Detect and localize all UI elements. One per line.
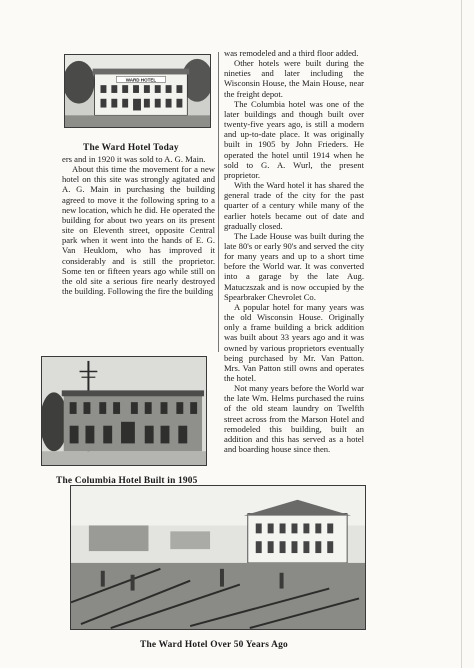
caption-columbia-hotel: The Columbia Hotel Built in 1905 (56, 476, 198, 486)
right-paragraph: The Lade House was built during the late 80's or early 90's and served the city for many years and up to a short time before the World war. It was converted into a garage by the late Aug. Matuczszak and is now occupied by the Spearbraker Chevrolet Co. (224, 230, 364, 302)
right-paragraph: Other hotels were built during the nineties and later including the Wisconsin House, the Main House, near the freight depot. (224, 58, 364, 99)
columbia-hotel-photo (41, 356, 207, 466)
page-edge (461, 0, 462, 668)
ward-hotel-today-photo (64, 54, 211, 128)
left-paragraph: About this time the movement for a new hotel on this site was strongly agitated and A. G. Main in purchasing the building agreed to move it the following spring to a new location, which he did. He operated the building for about two years on its present site on Eleventh street, opposite Central park when it went into the hands of E. G. Van Heuklom, who has improved it considerably and is still the proprietor. Some ten or fifteen years ago while still on the old site a serious fire nearly destroyed the building. Following the fire the building (62, 164, 215, 297)
left-column-text (62, 154, 215, 296)
caption-ward-hotel-today: The Ward Hotel Today (83, 143, 179, 153)
left-paragraph: ers and in 1920 it was sold to A. G. Main. (62, 154, 206, 164)
right-paragraph: The Columbia hotel was one of the later buildings and though built over twenty-five years ago, is still a modern and up-to-date place. It was originally built in 1905 by John Frieders. He operated the hotel until 1914 when he sold to G. A. Wurl, the present proprietor. (224, 98, 364, 180)
right-paragraph: Not many years before the World war the late Wm. Helms purchased the ruins of the old steam laundry on Twelfth street across from the Marson Hotel and remodeled this building, built an addition and this has served as a hotel and boarding house since then. (224, 383, 364, 455)
right-paragraph: A popular hotel for many years was the old Wisconsin House. Originally only a frame building a brick addition was built about 33 years ago and it was owned by various proprietors eventually being purchased by Mr. Van Patton. Mrs. Van Patton still owns and operates the hotel. (224, 301, 364, 383)
right-column-text (224, 48, 364, 454)
right-paragraph: With the Ward hotel it has shared the general trade of the city for the past quarter of a century while many of the earlier hotels became out of date and gradually closed. (224, 180, 364, 231)
column-divider (218, 52, 219, 352)
caption-ward-hotel-50-years: The Ward Hotel Over 50 Years Ago (140, 640, 288, 650)
ward-hotel-sign-text: WARD HOTEL (125, 77, 157, 83)
right-paragraph: was remodeled and a third floor added. (224, 48, 359, 58)
ward-hotel-50-years-photo (70, 485, 366, 630)
